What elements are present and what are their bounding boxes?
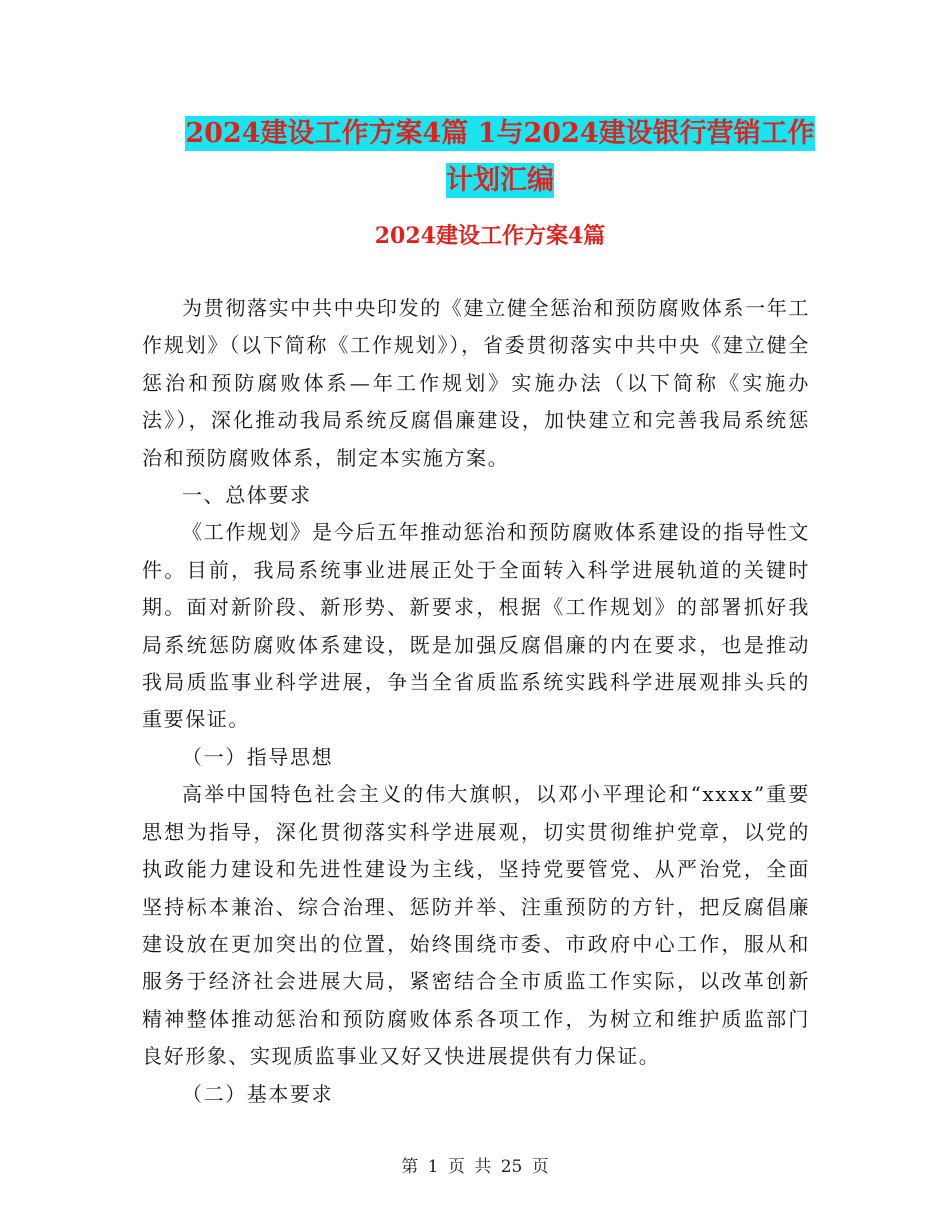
document-body (142, 290, 810, 1113)
paragraph-general-requirements: 《工作规划》是今后五年推动惩治和预防腐败体系建设的指导性文件。目前，我局系统事业进展正处于全面转入科学进展轨道的关键时期。面对新阶段、新形势、新要求，根据《工作规划》的部署抓好我局系统惩防腐败体系建设，既是加强反腐倡廉的内在要求，也是推动我局质监事业科学进展，争当全省质监系统实践科学进展观排头兵的重要保证。 (142, 520, 810, 732)
document-title (140, 110, 860, 204)
paragraph-guiding-ideology: 高举中国特色社会主义的伟大旗帜，以邓小平理论和“xxxx”重要思想为指导，深化贯彻落实科学进展观，切实贯彻维护党章，以党的执政能力建设和先进性建设为主线，坚持党要管党、从严治党，全面坚持标本兼治、综合治理、惩防并举、注重预防的方针，把反腐倡廉建设放在更加突出的位置，始终围绕市委、市政府中心工作，服从和服务于经济社会进展大局，紧密结合全市质监工作实际，以改革创新精神整体推动惩治和预防腐败体系各项工作，为树立和维护质监部门良好形象、实现质监事业又好又快进展提供有力保证。 (142, 782, 810, 1069)
title-line-2: 计划汇编 (446, 165, 554, 196)
heading-general-requirements: 一、总体要求 (182, 483, 312, 508)
page-footer: 第 1 页 共 25 页 (401, 1157, 549, 1177)
heading-basic-requirements: （二）基本要求 (182, 1081, 334, 1106)
heading-guiding-ideology: （一）指导思想 (182, 744, 334, 769)
section-title: 2024建设工作方案4篇 (374, 223, 606, 249)
paragraph-intro: 为贯彻落实中共中央印发的《建立健全惩治和预防腐败体系一年工作规划》（以下简称《工作规划》），省委贯彻落实中共中央《建立健全惩治和预防腐败体系—年工作规划》实施办法（以下简称《实施办法》），深化推动我局系统反腐倡廉建设，加快建立和完善我局系统惩治和预防腐败体系，制定本实施方案。 (142, 296, 810, 470)
title-line-1: 2024建设工作方案4篇 1与2024建设银行营销工作 (185, 118, 815, 149)
